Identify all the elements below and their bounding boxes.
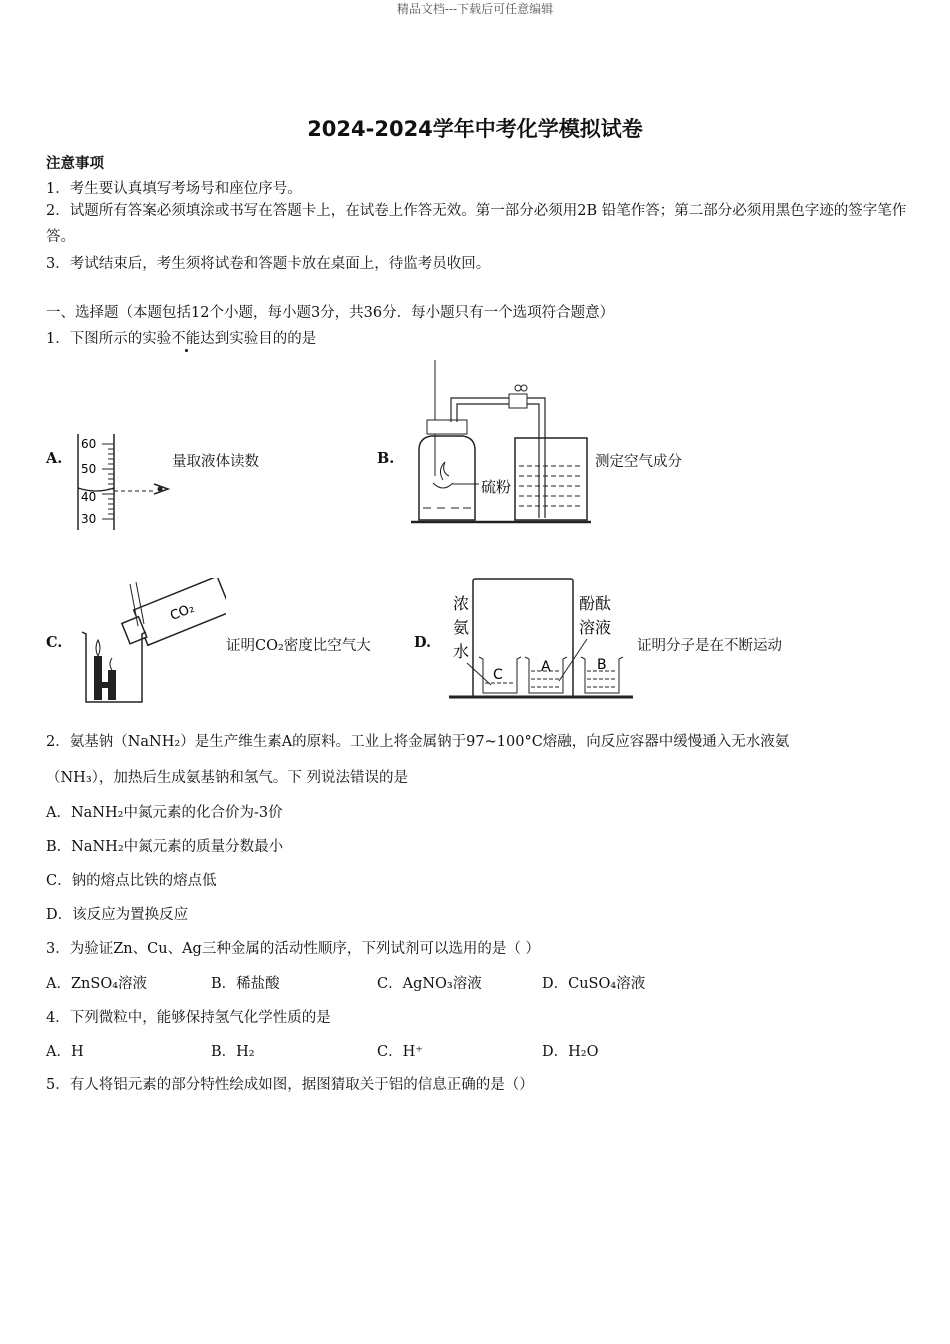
q1-option-d-caption: 证明分子是在不断运动 <box>637 638 782 654</box>
tick-label-40: 40 <box>81 490 97 504</box>
q1-option-c-label: C. <box>46 634 63 651</box>
co2-gas-label: CO₂ <box>168 600 197 624</box>
cup-b-label: B <box>597 657 607 673</box>
q1-stem-post: 达到实验目的的是 <box>200 331 317 347</box>
ammonia-label-char-2: 氨 <box>453 618 470 637</box>
q5-stem: 5．有人将铝元素的部分特性绘成如图，据图猜取关于铝的信息正确的是（） <box>46 1077 534 1093</box>
tick-label-60: 60 <box>81 437 97 451</box>
q2-option-b: B．NaNH₂中氮元素的质量分数最小 <box>46 839 284 855</box>
section-1-heading: 一、选择题（本题包括12个小题，每小题3分，共36分．每小题只有一个选项符合题意） <box>46 305 615 321</box>
molecular-motion-figure <box>447 575 637 707</box>
q1-option-c-caption: 证明CO₂密度比空气大 <box>226 638 371 654</box>
notes-item-1: 1．考生要认真填写考场号和座位序号。 <box>46 181 302 197</box>
q1-stem-pre: 1．下图所示的实验 <box>46 331 172 347</box>
page-header-watermark: 精品文档---下载后可任意编辑 <box>396 2 554 16</box>
q4-option-c: C．H⁺ <box>377 1044 423 1060</box>
air-composition-apparatus-figure <box>405 358 595 526</box>
tick-label-30: 30 <box>81 512 97 526</box>
phenolphthalein-label-1: 酚酞 <box>579 594 612 613</box>
q2-stem-line-1: 2．氨基钠（NaNH₂）是生产维生素A的原料。工业上将金属钠于97~100°C熔融，向反应容器中缓慢通入无水液氨 <box>46 734 790 750</box>
q4-option-d: D．H₂O <box>542 1044 599 1060</box>
sulfur-powder-label: 硫粉 <box>481 478 512 496</box>
q3-stem: 3．为验证Zn、Cu、Ag三种金属的活动性顺序，下列试剂可以选用的是（ ） <box>46 941 540 957</box>
cup-c-label: C <box>493 667 503 683</box>
q1-option-b-label: B. <box>377 450 395 467</box>
tick-label-50: 50 <box>81 462 97 476</box>
q4-option-a: A．H <box>46 1044 84 1060</box>
ammonia-label-char-1: 浓 <box>453 594 470 613</box>
co2-density-figure <box>76 578 226 708</box>
q1-option-d-label: D. <box>414 634 432 651</box>
q2-stem-line-2: （NH₃），加热后生成氨基钠和氢气。下 列说法错误的是 <box>46 770 409 786</box>
q2-option-c: C．钠的熔点比铁的熔点低 <box>46 873 217 889</box>
ammonia-label-char-3: 水 <box>453 642 470 661</box>
q1-option-b-caption: 测定空气成分 <box>595 454 682 470</box>
q2-option-d: D．该反应为置换反应 <box>46 907 189 923</box>
q1-stem-emphasis: 不能 <box>171 331 201 347</box>
q4-option-b: B．H₂ <box>211 1044 255 1060</box>
q1-stem <box>46 327 316 348</box>
graduated-cylinder-figure <box>70 430 180 535</box>
q3-option-c: C．AgNO₃溶液 <box>377 976 482 992</box>
phenolphthalein-label-2: 溶液 <box>579 618 612 637</box>
notes-heading: 注意事项 <box>46 155 104 172</box>
q3-option-b: B．稀盐酸 <box>211 976 280 992</box>
q1-option-a-label: A. <box>46 450 63 467</box>
notes-item-2: 2．试题所有答案必须填涂或书写在答题卡上，在试卷上作答无效。第一部分必须用2B 铅笔作答；第二部分必须用黑色字迹的签字笔作答。 <box>46 203 907 245</box>
notes-item-3: 3．考试结束后，考生须将试卷和答题卡放在桌面上，待监考员收回。 <box>46 256 491 272</box>
q4-stem: 4．下列微粒中，能够保持氢气化学性质的是 <box>46 1010 331 1026</box>
exam-title: 2024-2024学年中考化学模拟试卷 <box>307 117 643 141</box>
q3-option-a: A．ZnSO₄溶液 <box>46 976 148 992</box>
cup-a-label: A <box>541 659 551 675</box>
q2-option-a: A．NaNH₂中氮元素的化合价为-3价 <box>46 805 283 821</box>
q1-option-a-caption: 量取液体读数 <box>172 454 259 470</box>
q3-option-d: D．CuSO₄溶液 <box>542 976 646 992</box>
